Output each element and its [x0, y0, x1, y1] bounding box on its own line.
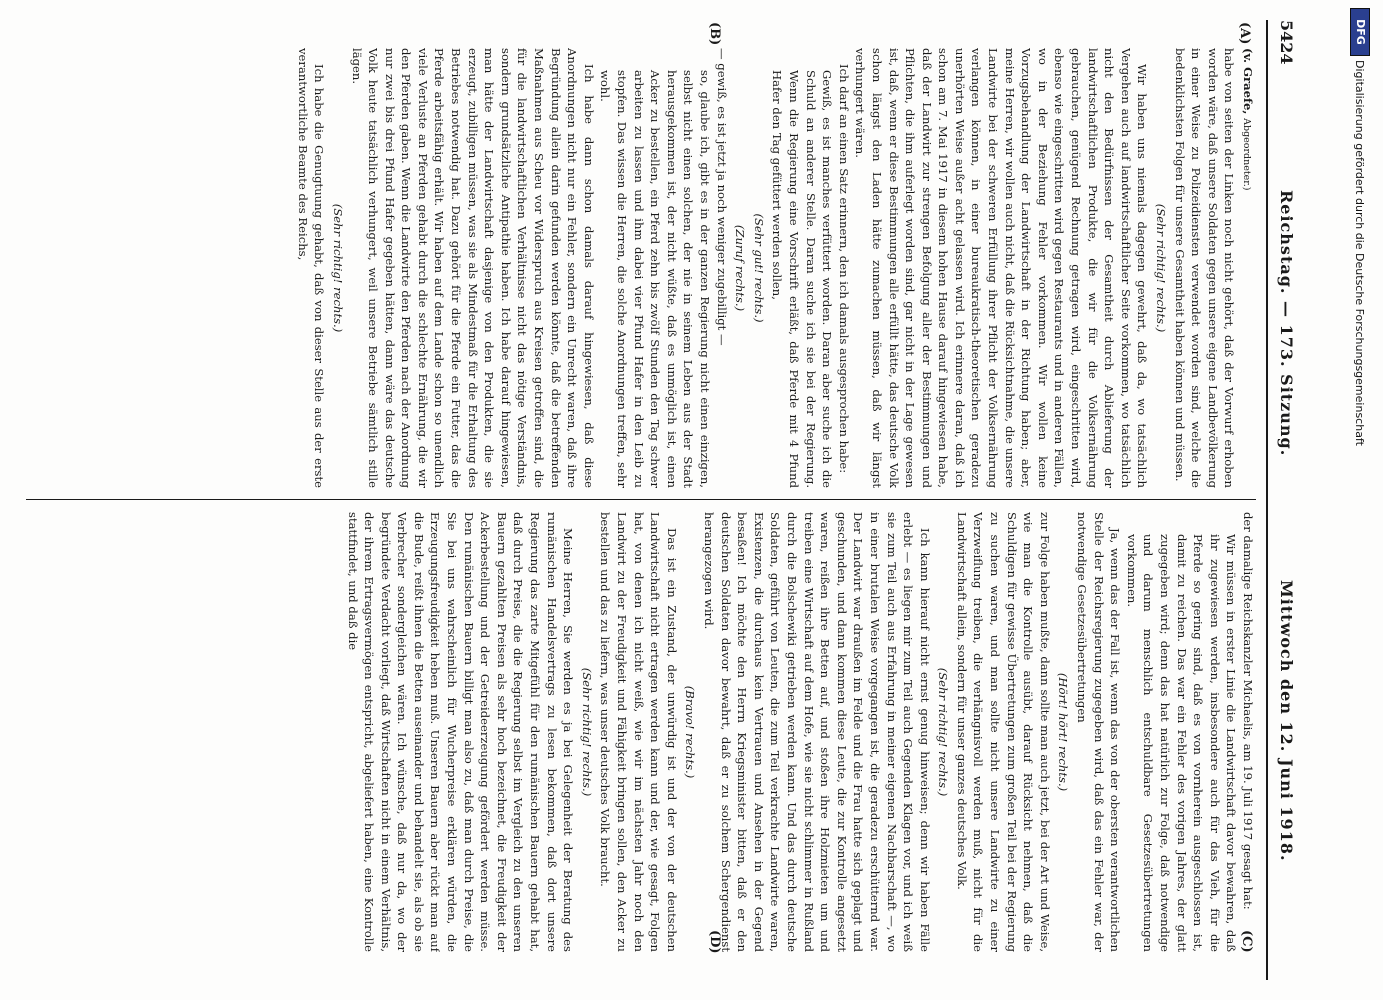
speaker-line: [1237, 48, 1256, 488]
dfg-logo: [1350, 8, 1370, 56]
paragraph: Das ist ein Zustand, der unwürdig ist und der von der deutschen Landwirtschaft nicht ertragen werden kann und der, wie gesagt, Folgen hat, von denen ich nicht weiß, wie wir im nächsten Jahr noch den Landwirt zu der Freudigkeit und Fähigkeit bringen sollen, den Acker zu bestellen und das zu liefern, was unser deutsches Volk braucht.: [598, 512, 679, 952]
session-date: Mittwoch den 12. Juni 1918.: [1277, 580, 1296, 862]
quotation: Gewiß, es ist manches verfüttert worden. Daran aber suche ich die Schuld an anderer Stelle. Daran suche ich sie bei der Regierung. Wenn die Regierung eine Vorschrift erläßt, daß Pferde mit 4 Pfund Hafer den Tag gefüttert werden sollen,: [770, 70, 835, 488]
page-header: [1266, 20, 1302, 980]
interjection: (Sehr richtig! rechts.): [330, 203, 345, 333]
speaker-role: Abgeordneter.): [1241, 118, 1252, 191]
interjection: (Bravo! rechts.): [683, 685, 698, 779]
paragraph: — gewiß, es ist jetzt ja noch weniger zugebilligt —: [714, 48, 729, 346]
interjection: (Sehr richtig! rechts.): [579, 667, 594, 797]
interjection: (Zuruf rechts.): [733, 224, 748, 312]
interjection: (Sehr gut! rechts.): [751, 213, 766, 323]
paragraph: der damalige Reichskanzler Michaelis, am 19. Juli 1917 gesagt hat:: [1241, 512, 1255, 910]
left-column: [16, 48, 1256, 488]
paragraph: Ich darf an einen Satz erinnern, den ich damals ausgesprochen habe:: [836, 64, 851, 474]
digitization-credit: [1346, 60, 1372, 820]
dfg-logo-text: DFG: [1354, 19, 1367, 45]
margin-mark-a: (A): [1237, 22, 1252, 45]
quotation: Wir müssen in erster Linie die Landwirtschaft davor bewahren, daß ihr zugewiesen werden, insbesondere auch für das Vieh, für die Pferde so gering sind, daß es von vornherein ausgeschlossen ist, damit zu reichen. Das war ein Fehler des vorigen Jahres, der glatt zugegeben wird; denn das hat natürlich zur Folge, daß notwendige und darum menschlich entschuldbare Gesetzesübertretungen vorkommen.: [1124, 534, 1239, 952]
column-divider: [26, 499, 1256, 500]
paragraph: Ich habe dann schon damals darauf hingewiesen, daß diese Anordnungen nicht nur ein Fehler, sondern ein Unrecht waren, daß ihre Begründung allein darin gefunden werden könnte, daß die betreffenden Maßnahmen aus Scheu vor Widerspruch aus Kreisen getroffen sind, die für die landwirtschaftlichen Verhältnisse nicht das nötige Verständnis, sondern grundsätzliche Antipathie haben. Ich habe darauf hingewiesen, man hätte der Landwirtschaft dasjenige von den Produkten, die sie erzeugt, zubilligen müssen, was sie als Mindestmaß für die Erhaltung des Betriebes notwendig hat. Dazu gehört für die Pferde ein Futter, das die Pferde arbeitsfähig erhält. Wir haben auf dem Lande schon so unendlich viele Verluste an Pferden gehabt durch die schlechte Ernährung, die wir den Pferden gaben. Wenn die Landwirte den Pferden nach der Anordnung nur zwei bis drei Pfund Hafer gegeben hätten, dann wäre das deutsche Volk heute tatsächlich verhungert, weil unsere Betriebe sämtlich stille lägen.: [349, 48, 596, 488]
credit-text: Digitalisierung gefördert durch die Deutsche Forschungsgemeinschaft: [1353, 60, 1366, 446]
paragraph: Ich kann hierauf nicht ernst genug hinweisen; denn wir haben Fälle erlebt — es liegen mir zum Teil auch Gegenden Klagen vor, und ich weiß sie zum Teil auch aus Erfahrung in meiner eigenen Nachbarschaft —, wo in einer brutalen Weise vorgegangen ist, die geradezu erschütternd war. Der Landwirt war draußen im Felde und die Frau hatte sich geplagt und geschunden, und dann kommen diese Leute, die zur Kontrolle angesetzt waren, reißen ihre Betten auf, und stoßen ihre Holzmieten um und treiben eine Wirtschaft auf dem Hofe, wie sie nicht schlimmer in Rußland durch die Bolschewiki getrieben werden kann. Und das durch deutsche Soldaten, geführt von Leuten, die zum Teil verkrachte Landwirte waren, Existenzen, die durchaus kein Vertrauen und Ansehen in der Gegend besaßen! Ich möchte den Herrn Kriegsminister bitten, daß er den deutschen Soldaten davor bewahrt, daß er zu solchem Schergendienst herangezogen wird.: [702, 512, 932, 952]
paragraph: Ja, wenn das der Fall ist, wenn das von der obersten verantwortlichen Stelle der Reichsregierung zugegeben wird, daß das ein Fehler war, der notwendige Gesetzesübertretungen: [1075, 512, 1123, 952]
paragraph: zur Folge haben mußte, dann sollte man auch jetzt, bei der Art und Weise, wie man die Kontrolle ausübt, darauf Rücksicht nehmen, daß die Schuldigen für gewisse Übertretungen zum großen Teil bei der Regierung zu suchen waren, und man sollte nicht unsere Landwirte zu einer Verzweiflung treiben, die verhängnisvoll werden muß, nicht für die Landwirtschaft allein, sondern für unser ganzes deutsches Volk.: [954, 512, 1052, 952]
page-number: 5424: [1277, 20, 1296, 65]
paragraph: Wir haben uns niemals dagegen gewehrt, daß da, wo tatsächlich Vergehen auch auf landwirtschaftlicher Seite vorkommen, wo tatsächlich nicht den Bedürfnissen der Gesamtheit durch Ablieferung der landwirtschaftlichen Produkte, die wir für die Volksernährung gebrauchen, genügend Rechnung getragen wird, eingeschritten wird, ebenso wie eingeschritten wird gegen Restaurants und in anderen Fällen, wo in der Beziehung Fehler vorkommen. Wir wollen keine Vorzugsbehandlung der Landwirtschaft in der Richtung haben; aber, meine Herren, wir wollen auch nicht, daß die Rücksichtnahme, die unsere Landwirte bei der schweren Erfüllung ihrer Pflicht der Volksernährung verlangen können, in einer bureaukratisch-theoretischen geradezu unerhörten Weise außer acht gelassen wird. Ich erinnere daran, daß ich schon am 7. Mai 1917 in diesem hohen Hause darauf hingewiesen habe, daß der Landwirt zur strengen Befolgung aller der Bestimmungen und Pflichten, die ihm auferlegt worden sind, gar nicht in der Lage gewesen ist, daß, wenn er diese Bestimmungen alle erfüllt hätte, das deutsche Volk schon längst den Laden hätte zumachen müssen, daß wir längst verhungert wären.: [853, 48, 1150, 488]
paragraph: Ich habe die Genugtuung gehabt, daß von dieser Stelle aus der erste verantwortliche Beamte des Reichs,: [295, 48, 327, 488]
paragraph: Meine Herren, Sie werden es ja bei Gelegenheit der Beratung des rumänischen Handelsvertrags zu lesen bekommen, daß dort unsere Regierung das zarte Mitgefühl für den rumänischen Bauern gehabt hat, daß durch Preise, die die Regierung selbst im Vergleich zu den unseren Bauern gezahlten Preisen als sehr hoch bezeichnet, die Freudigkeit der Ackerbestellung und der Getreideerzeugung gefördert werden müsse. Den rumänischen Bauern billigt man also zu, daß man durch Preise, die Sie bei uns wahrscheinlich für Wucherpreise erklären würden, die Erzeugungsfreudigkeit heben muß. Unseren Bauern aber rückt man auf die Bude, reißt ihnen die Betten auseinander und behandelt sie, als ob sie Verbrecher sondergleichen wären. Ich wünsche, daß nur da, wo der begründete Verdacht vorliegt, daß Wirtschaften nicht in einem Verhältnis, der ihrem Ertragsvermögen entspricht, abgeliefert haben, eine Kontrolle stattfindet, und daß die: [345, 512, 576, 952]
interjection: (Sehr richtig! rechts.): [936, 667, 951, 797]
right-column: [16, 512, 1256, 952]
interjection: (Hört! hört! rechts.): [1056, 672, 1071, 792]
session-title: Reichstag. — 173. Sitzung.: [1277, 190, 1296, 457]
margin-mark-c: (C): [1239, 930, 1254, 953]
margin-mark-d: (D): [707, 930, 722, 954]
interjection: (Sehr richtig! rechts.): [1154, 203, 1169, 333]
paragraph: habe von seiten der Linken noch nicht gehört, daß der Vorwurf erhoben worden wäre, daß unsere Soldaten gegen unsere eigene Landbevölkerung in einer Weise zu Polizeidiensten verwendet worden sind, welche die bedenklichsten Folgen für unsere Gesamtheit haben können und müssen.: [1172, 48, 1237, 488]
quotation: so, glaube ich, gibt es in der ganzen Regierung nicht einen einzigen, selbst nicht einen solchen, der nie in seinem Leben aus der Stadt herausgekommen ist, der nicht wüßte, daß es unmöglich ist, einen Acker zu bestellen, ein Pferd zehn bis zwölf Stunden den Tag schwer arbeiten zu lassen und ihm dabei vier Pfund Hafer in den Leib zu stopfen. Das wissen die Herren, die solche Anordnungen treffen, sehr wohl.: [598, 70, 712, 488]
speaker-name: (v. Graefe,: [1241, 48, 1255, 115]
margin-mark-b: (B): [707, 22, 722, 46]
